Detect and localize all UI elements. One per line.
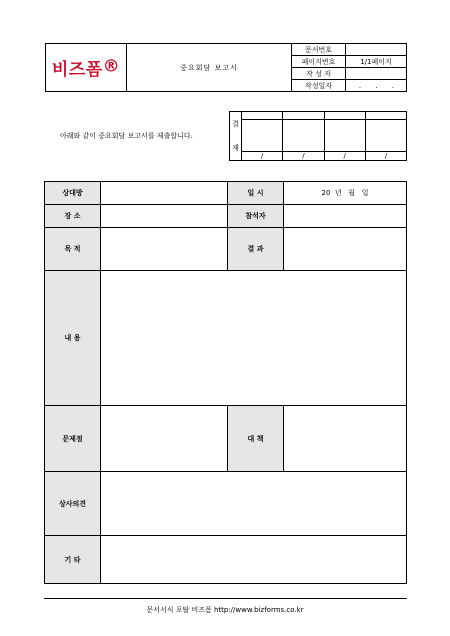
author-label: 작 성 자: [292, 68, 346, 80]
approval-title-4[interactable]: [365, 112, 406, 120]
logo: [46, 44, 127, 92]
document-header: [45, 43, 407, 92]
approval-sign-2[interactable]: [283, 120, 324, 152]
datetime-field[interactable]: 20 년 월 일: [284, 182, 407, 205]
datetime-label: 일 시: [228, 182, 284, 205]
etc-field[interactable]: [101, 536, 407, 584]
approval-title-2[interactable]: [283, 112, 324, 120]
superior-opinion-field[interactable]: [101, 472, 407, 536]
approval-date-4[interactable]: /: [365, 152, 406, 161]
content-label: 내 용: [45, 271, 101, 406]
report-form: [44, 181, 407, 584]
approval-sign-3[interactable]: [324, 120, 365, 152]
content-field[interactable]: [101, 271, 407, 406]
document-title: 중요회담 보고서: [127, 44, 292, 92]
doc-no-label: 문서번호: [292, 44, 346, 56]
approval-title-3[interactable]: [324, 112, 365, 120]
place-label: 장 소: [45, 205, 101, 228]
approval-side-label: [230, 112, 242, 161]
page-value: 1/1페이지: [346, 56, 407, 68]
purpose-field[interactable]: [101, 228, 228, 271]
date-label: 작성일자: [292, 80, 346, 92]
approval-side-char-1: 결: [232, 120, 239, 128]
date-value[interactable]: . . .: [346, 80, 407, 92]
approval-date-2[interactable]: /: [283, 152, 324, 161]
superior-opinion-label: 상사의견: [45, 472, 101, 536]
registered-mark: ®: [102, 56, 121, 77]
counterpart-label: 상대방: [45, 182, 101, 205]
etc-label: 기 타: [45, 536, 101, 584]
countermeasure-field[interactable]: [284, 406, 407, 472]
attendees-field[interactable]: [284, 205, 407, 228]
attendees-label: 참석자: [228, 205, 284, 228]
submission-statement: 아래와 같이 중요회담 보고서를 제출합니다.: [60, 132, 193, 140]
issue-field[interactable]: [101, 406, 228, 472]
purpose-label: 목 적: [45, 228, 101, 271]
footer-divider: [44, 598, 407, 599]
approval-side-char-2: 재: [232, 144, 239, 152]
counterpart-field[interactable]: [101, 182, 228, 205]
doc-no-value[interactable]: [346, 44, 407, 56]
result-field[interactable]: [284, 228, 407, 271]
approval-sign-1[interactable]: [242, 120, 283, 152]
approval-date-1[interactable]: /: [242, 152, 283, 161]
footer-text: 문서서식 포탈 비즈폼 http://www.bizforms.co.kr: [146, 606, 304, 614]
approval-box: [229, 111, 407, 161]
countermeasure-label: 대 책: [228, 406, 284, 472]
logo-text: 비즈폼: [51, 60, 103, 80]
result-label: 결 과: [228, 228, 284, 271]
approval-date-3[interactable]: /: [324, 152, 365, 161]
place-field[interactable]: [101, 205, 228, 228]
page-label: 페이지번호: [292, 56, 346, 68]
approval-title-1[interactable]: [242, 112, 283, 120]
approval-sign-4[interactable]: [365, 120, 406, 152]
author-value[interactable]: [346, 68, 407, 80]
issue-label: 문제점: [45, 406, 101, 472]
